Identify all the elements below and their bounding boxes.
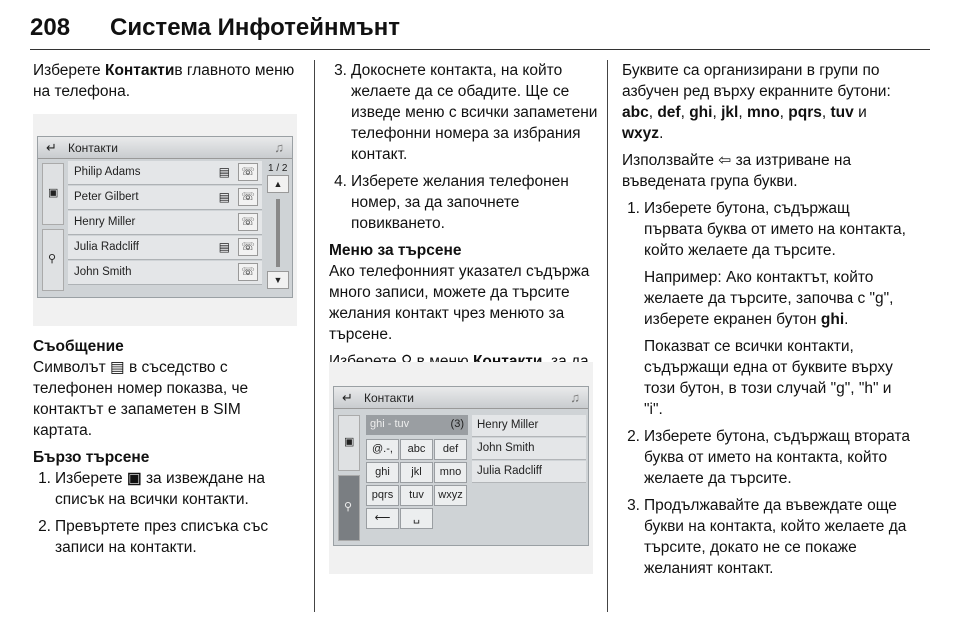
phone-icon: ☏ — [238, 188, 258, 206]
contacts-list-icon[interactable]: ▣ — [338, 415, 360, 471]
page-number: 208 — [30, 14, 71, 41]
list-item: 2. Изберете бутона, съдържащ втората буква от името на контакта, който желаете да търсите. — [627, 428, 910, 487]
screen-title: Контакти — [68, 141, 118, 155]
space-button[interactable]: ␣ — [400, 508, 433, 529]
list-item[interactable]: Julia Radcliff — [472, 461, 586, 483]
column-1 — [33, 60, 295, 108]
example-paragraph: Например: Ако контактът, който желаете да търсите, започва с "g", изберете екранен бутон ghi. — [644, 269, 894, 328]
column-1-lower — [33, 336, 295, 564]
list-item[interactable]: Philip Adams ▤ ☏ — [68, 161, 262, 185]
list-item: 3. Продължавайте да въвеждате още букви на контакта, който желаете да търсите, докато не се покаже желаният контакт. — [627, 497, 907, 577]
list-item[interactable]: Henry Miller — [472, 415, 586, 437]
key-button[interactable]: @.-, — [366, 439, 399, 460]
search-menu-heading: Меню за търсене — [329, 242, 462, 259]
list-item: 4. Изберете желания телефонен номер, за да започнете повикването. — [334, 173, 569, 232]
list-item: 1. Изберете ▣ за извеждане на списък на всички контакти. — [38, 470, 265, 508]
key-button[interactable]: ghi — [366, 462, 399, 483]
list-item[interactable]: Julia Radcliff ▤ ☏ — [68, 236, 262, 260]
key-button[interactable]: jkl — [400, 462, 433, 483]
key-button[interactable]: tuv — [400, 485, 433, 506]
page-title: Система Инфотейнмънт — [110, 14, 401, 41]
back-icon[interactable]: ↵ — [342, 390, 353, 405]
search-icon[interactable]: ⚲ — [42, 229, 64, 291]
search-input[interactable]: ghi - tuv (3) — [366, 415, 468, 435]
music-icon: ♫ — [274, 140, 284, 155]
scroll-down-button[interactable]: ▼ — [267, 271, 289, 289]
list-item: 3. Докоснете контакта, на който желаете да се обадите. Ще се изведе меню с всички запаметени телефонни номера за избрания контакт. — [334, 62, 598, 163]
intro-paragraph: Изберете Контактив главното меню на телефона. — [33, 62, 295, 100]
list-item[interactable]: Peter Gilbert ▤ ☏ — [68, 186, 262, 210]
backspace-button[interactable]: ⟵ — [366, 508, 399, 529]
column-2 — [329, 60, 605, 399]
phone-icon: ☏ — [238, 163, 258, 181]
screen-title: Контакти — [364, 391, 414, 405]
column-divider — [607, 60, 608, 612]
contacts-list-icon[interactable]: ▣ — [42, 163, 64, 225]
delete-paragraph: Използвайте ⇦ за изтриване на въведената група букви. — [622, 152, 852, 190]
column-divider — [314, 60, 315, 612]
list-item: 1. Изберете бутона, съдържащ първата буква от името на контакта, който желаете да търсите. — [627, 200, 906, 259]
back-icon[interactable]: ↵ — [46, 140, 57, 155]
scroll-up-button[interactable]: ▲ — [267, 175, 289, 193]
screen-title-bar — [38, 137, 292, 159]
sim-icon: ▤ — [110, 359, 125, 376]
sim-icon: ▤ — [218, 165, 230, 179]
sim-icon: ▤ — [218, 240, 230, 254]
phone-icon: ☏ — [238, 238, 258, 256]
key-button[interactable]: wxyz — [434, 485, 467, 506]
messages-paragraph: Съобщение Символът ▤ в съседство с телефонен номер показва, че контактът е запаметен в SIM картата. — [33, 336, 295, 441]
contacts-list-icon: ▣ — [126, 470, 142, 487]
groups-paragraph: Буквите са организирани в групи по азбучен ред върху екранните бутони: abc, def, ghi, jkl, mno, pqrs, tuv и wxyz. — [622, 62, 891, 142]
page-indicator: 1 / 2 — [268, 163, 288, 174]
music-icon: ♫ — [570, 390, 580, 405]
search-icon[interactable]: ⚲ — [338, 475, 360, 541]
scrollbar[interactable] — [276, 199, 280, 267]
phone-icon: ☏ — [238, 263, 258, 281]
messages-heading: Съобщение — [33, 338, 124, 355]
key-button[interactable]: def — [434, 439, 467, 460]
key-button[interactable]: mno — [434, 462, 467, 483]
shown-paragraph: Показват се всички контакти, съдържащи една от буквите върху този бутон, в този случай "g", "h" и "i". — [644, 338, 893, 418]
list-item[interactable]: John Smith ☏ — [68, 261, 262, 285]
key-button[interactable]: pqrs — [366, 485, 399, 506]
sim-icon: ▤ — [218, 190, 230, 204]
screen-title-bar — [334, 387, 588, 409]
search-screenshot — [329, 362, 593, 574]
search-screen — [333, 386, 589, 546]
contacts-screenshot — [33, 114, 297, 326]
list-item[interactable]: John Smith — [472, 438, 586, 460]
column-3 — [622, 60, 910, 585]
backspace-icon: ⇦ — [718, 152, 732, 169]
key-button[interactable]: abc — [400, 439, 433, 460]
contacts-screen — [37, 136, 293, 298]
list-item: 2. Превъртете през списъка със записи на контакти. — [38, 518, 269, 556]
list-item[interactable]: Henry Miller ☏ — [68, 211, 262, 235]
page-header — [30, 8, 930, 50]
quick-search-heading: Бързо търсене — [33, 449, 150, 466]
phone-icon: ☏ — [238, 213, 258, 231]
search-paragraph: Ако телефонният указател съдържа много записи, можете да търсите желания контакт чрез менюто за търсене. — [329, 263, 590, 343]
